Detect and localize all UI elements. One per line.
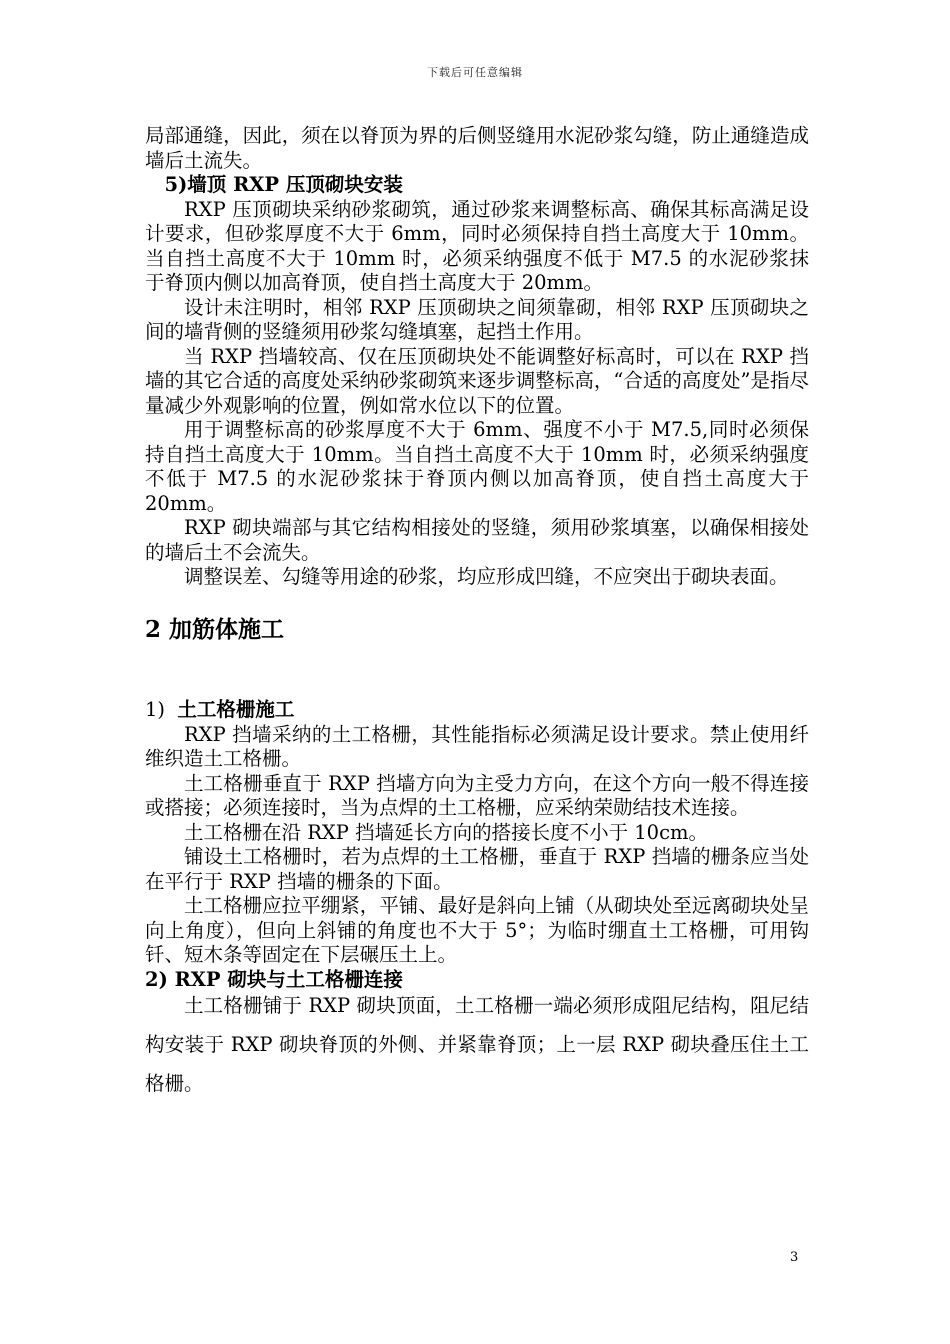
paragraph: 调整误差、勾缝等用途的砂浆，均应形成凹缝，不应突出于砌块表面。 [184,565,789,588]
page-number: 3 [790,1250,799,1265]
paragraph: 局部通缝，因此，须在以脊顶为界的后侧竖缝用水泥砂浆勾缝，防止通缝造成墙后土流失。 [145,124,809,172]
paragraph: 土工格栅铺于 RXP 砌块顶面，土工格栅一端必须形成阻尼结构，阻尼结构安装于 RXP 砌块脊顶的外侧、并紧靠脊顶；上一层 RXP 砌块叠压住土工格栅。 [145,994,809,1095]
paragraph: 铺设土工格栅时，若为点焊的土工格栅，垂直于 RXP 挡墙的栅条应当处在平行于 RXP 挡墙的栅条的下面。 [145,845,809,893]
subsection-title: 土工格栅施工 [177,698,295,721]
chapter-heading: 2 加筋体施工 [145,615,285,643]
subsection-heading [145,698,809,723]
paragraph: 用于调整标高的砂浆厚度不大于 6mm、强度不小于 M7.5,同时必须保持自挡土高度大于 10mm。当自挡土高度不大于 10mm 时，必须采纳强度不低于 M7.5 的水泥砂浆抹于脊顶内侧以加高脊顶，使自挡土高度大于 20mm。 [145,418,809,515]
paragraph: RXP 压顶砌块采纳砂浆砌筑，通过砂浆来调整标高、确保其标高满足设计要求，但砂浆厚度不大于 6mm，同时必须保持自挡土高度大于 10mm。当自挡土高度不大于 10mm 时，必须采纳强度不低于 M7.5 的水泥砂浆抹于脊顶内侧以加高脊顶，使自挡土高度大于 20mm。 [145,197,809,294]
section-heading: 5)墙顶 RXP 压顶砌块安装 [164,173,403,196]
document-body [145,124,809,1103]
paragraph: 设计未注明时，相邻 RXP 压顶砌块之间须靠砌，相邻 RXP 压顶砌块之间的墙背侧的竖缝须用砂浆勾缝填塞，起挡土作用。 [145,295,809,343]
paragraph: 当 RXP 挡墙较高、仅在压顶砌块处不能调整好标高时，可以在 RXP 挡墙的其它合适的高度处采纳砂浆砌筑来逐步调整标高，“合适的高度处”是指尽量减少外观影响的位置，例如常水位以下的位置。 [145,344,809,417]
paragraph: 土工格栅在沿 RXP 挡墙延长方向的搭接长度不小于 10cm。 [184,820,709,844]
subsection-heading: 2) RXP 砌块与土工格栅连接 [145,967,403,991]
subsection-number: 1) [145,698,166,721]
paragraph: 土工格栅垂直于 RXP 挡墙方向为主受力方向，在这个方向一般不得连接或搭接；必须连接时，当为点焊的土工格栅，应采纳荣勋结技术连接。 [145,771,809,819]
paragraph: RXP 砌块端部与其它结构相接处的竖缝，须用砂浆填塞，以确保相接处的墙后土不会流失。 [145,516,809,564]
paragraph: 土工格栅应拉平绷紧，平铺、最好是斜向上铺（从砌块处至远离砌块处呈向上角度），但向上斜铺的角度也不大于 5°；为临时绷直土工格栅，可用钩钎、短木条等固定在下层碾压土上。 [145,894,809,966]
page-header: 下载后可任意编辑 [427,66,523,79]
paragraph: RXP 挡墙采纳的土工格栅，其性能指标必须满足设计要求。禁止使用纤维织造土工格栅。 [145,722,809,770]
